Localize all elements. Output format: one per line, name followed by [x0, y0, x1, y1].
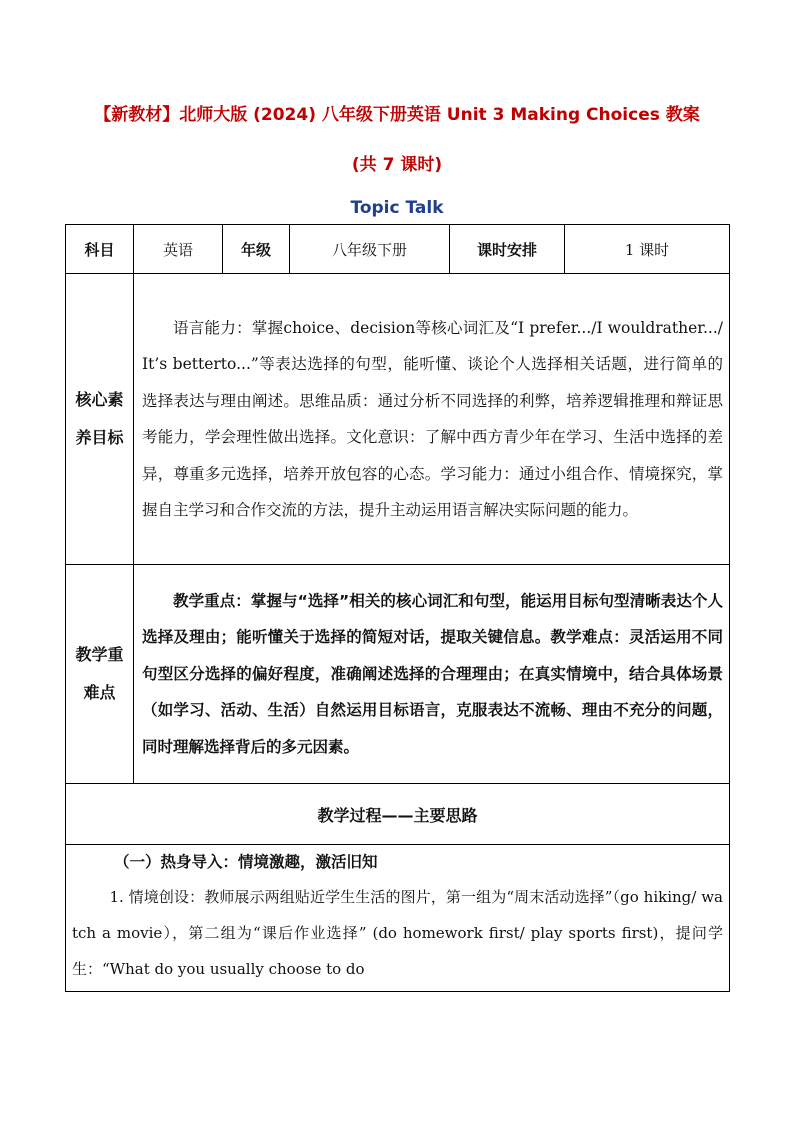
key-points-text: 教学重点：掌握与“选择”相关的核心词汇和句型，能运用目标句型清晰表达个人选择及理由；能听懂关于选择的简短对话，提取关键信息。教学难点：灵活运用不同句型区分选择的偏好程度，准确阐述选择的合理理由；在真实情境中，结合具体场景（如学习、活动、生活）自然运用目标语言，克服表达不流畅、理由不充分的问题，同时理解选择背后的多元因素。	[134, 565, 730, 784]
process-body-row	[66, 845, 730, 992]
grade-value: 八年级下册	[290, 225, 450, 274]
schedule-value: 1 课时	[565, 225, 730, 274]
step1-heading: （一）热身导入：情境激趣，激活旧知	[114, 853, 378, 871]
lesson-plan-table	[65, 224, 730, 992]
lesson-subtitle: Topic Talk	[350, 198, 444, 218]
key-points-label: 教学重难点	[66, 565, 134, 784]
step1-text: 1. 情境创设：教师展示两组贴近学生生活的图片，第一组为“周末活动选择”（go hiking/ watch a movie），第二组为“课后作业选择” (do homework first/ play sports first)，提问学生：“What do you usually choose to do	[72, 888, 723, 978]
subject-value: 英语	[134, 225, 223, 274]
core-goals-row	[66, 274, 730, 565]
process-body	[66, 845, 730, 992]
document-title: 【新教材】北师大版 (2024) 八年级下册英语 Unit 3 Making Choices 教案	[94, 105, 700, 125]
schedule-label: 课时安排	[450, 225, 565, 274]
document-title-lessons: (共 7 课时)	[351, 155, 443, 175]
core-goals-label: 核心素养目标	[66, 274, 134, 565]
process-title: 教学过程——主要思路	[66, 784, 730, 845]
header-row	[66, 225, 730, 274]
key-points-row	[66, 565, 730, 784]
subject-label: 科目	[66, 225, 134, 274]
grade-label: 年级	[223, 225, 290, 274]
core-goals-text: 语言能力：掌握choice、decision等核心词汇及“I prefer.../I wouldrather.../It’s betterto...”等表达选择的句型，能听懂、谈论个人选择相关话题，进行简单的选择表达与理由阐述。思维品质：通过分析不同选择的利弊，培养逻辑推理和辩证思考能力，学会理性做出选择。文化意识：了解中西方青少年在学习、生活中选择的差异，尊重多元选择，培养开放包容的心态。学习能力：通过小组合作、情境探究，掌握自主学习和合作交流的方法，提升主动运用语言解决实际问题的能力。	[134, 274, 730, 565]
process-title-row	[66, 784, 730, 845]
